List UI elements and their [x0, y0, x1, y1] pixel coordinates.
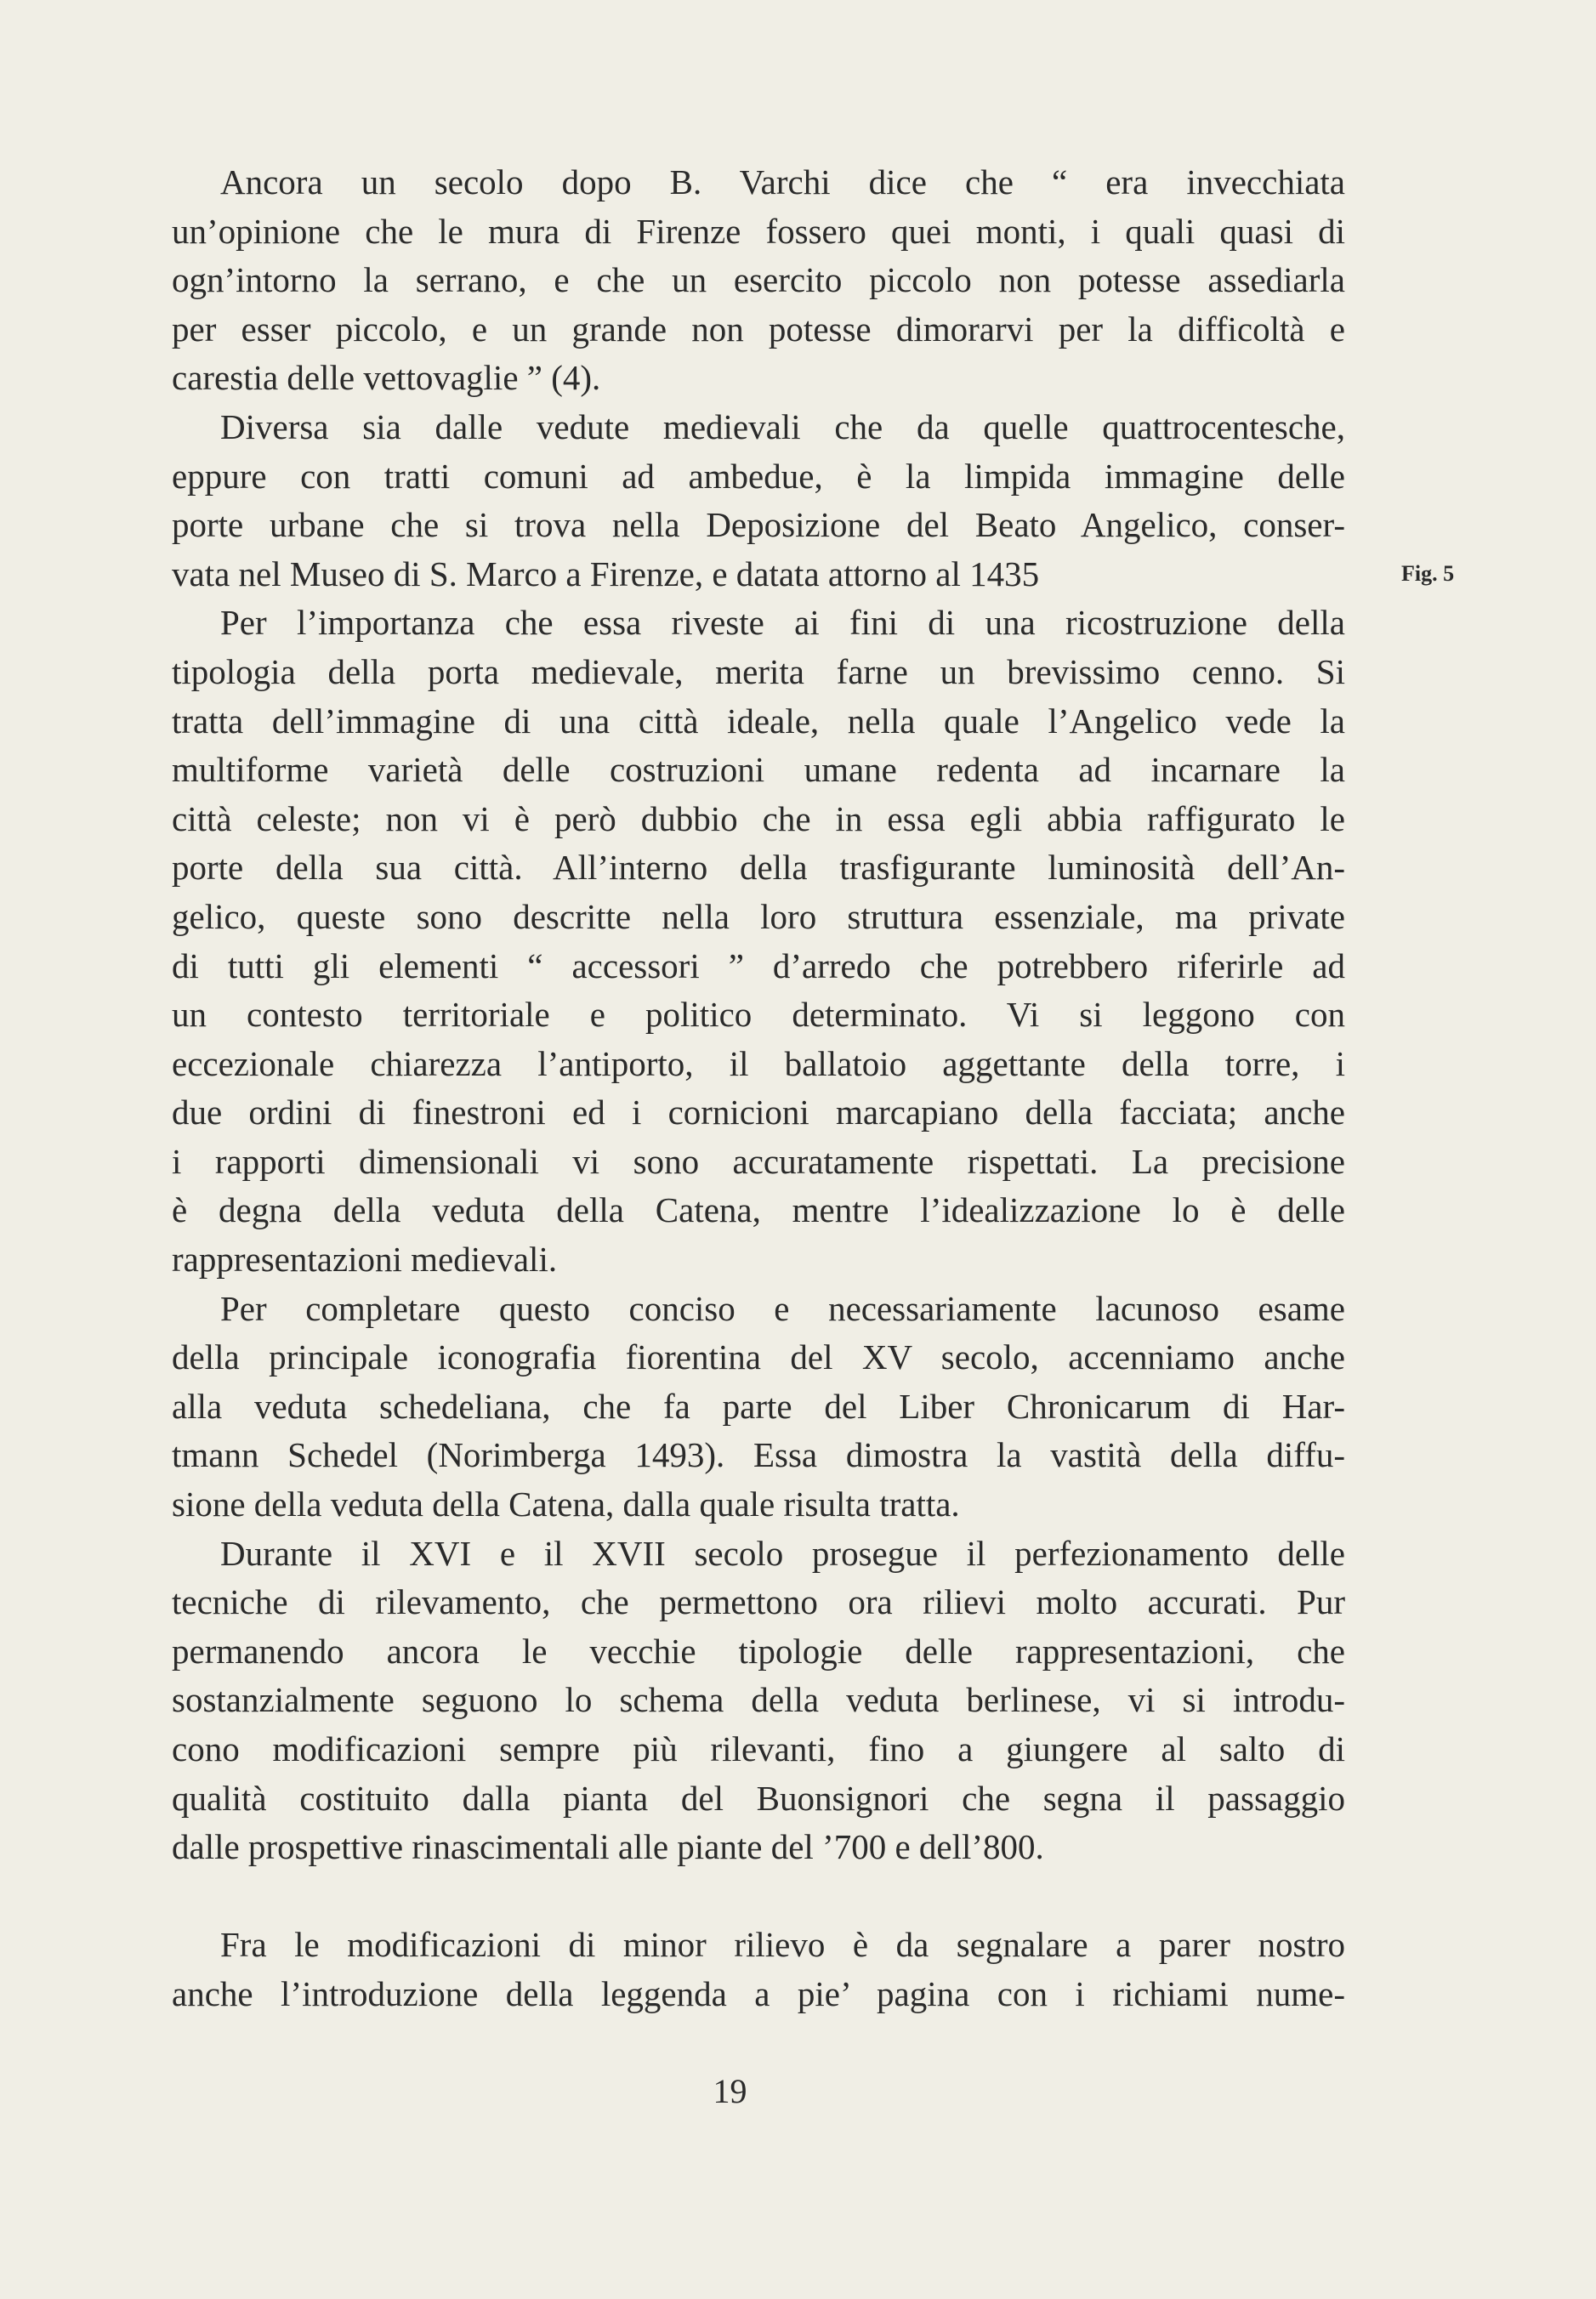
text-line: cono modificazioni sempre più rilevanti, fino a giungere al salto di [172, 1729, 1345, 1768]
text-line: città celeste; non vi è però dubbio che in essa egli abbia raffigurato le [172, 798, 1345, 838]
text-line: multiforme varietà delle costruzioni umane redenta ad incarnare la [172, 750, 1345, 790]
text-line: tmann Schedel (Norimberga 1493). Essa dimostra la vastità della diffu- [172, 1435, 1345, 1475]
text-line: carestia delle vettovaglie ” (4). [172, 358, 601, 398]
text-line: sione della veduta della Catena, dalla quale risulta tratta. [172, 1484, 960, 1524]
text-line: due ordini di finestroni ed i cornicioni marcapiano della facciata; anche [172, 1093, 1345, 1132]
text-line: dalle prospettive rinascimentali alle piante del ’700 e dell’800. [172, 1827, 1044, 1867]
text-line: un’opinione che le mura di Firenze fossero quei monti, i quali quasi di [172, 211, 1345, 251]
text-line: Diversa sia dalle vedute medievali che da quelle quattrocentesche, [220, 406, 1345, 446]
text-line: porte della sua città. All’interno della trasfigurante luminosità dell’An- [172, 848, 1345, 888]
text-line: Per completare questo conciso e necessariamente lacunoso esame [220, 1288, 1345, 1328]
body-text [172, 158, 1345, 2019]
text-line: un contesto territoriale e politico determinato. Vi si leggono con [172, 995, 1345, 1035]
paragraph [172, 599, 1345, 1284]
text-line: di tutti gli elementi “ accessori ” d’arredo che potrebbero riferirle ad [172, 945, 1345, 985]
text-line: Ancora un secolo dopo B. Varchi dice che “ era invecchiata [220, 162, 1345, 202]
text-line: anche l’introduzione della leggenda a pie’ pagina con i richiami nume- [172, 1973, 1345, 2013]
paragraph [172, 1285, 1345, 1530]
text-line: gelico, queste sono descritte nella loro struttura essenziale, ma private [172, 896, 1345, 936]
text-line: qualità costituito dalla pianta del Buonsignori che segna il passaggio [172, 1778, 1345, 1818]
text-line: della principale iconografia fiorentina del XV secolo, accenniamo anche [172, 1337, 1345, 1377]
paragraph-gap [172, 1872, 1345, 1922]
text-line: rappresentazioni medievali. [172, 1240, 558, 1280]
text-line: tratta dell’immagine di una città ideale, nella quale l’Angelico vede la [172, 701, 1345, 741]
text-line: ogn’intorno la serrano, e che un esercito piccolo non potesse assediarla [172, 260, 1345, 300]
text-line: per esser piccolo, e un grande non potesse dimorarvi per la difficoltà e [172, 309, 1345, 349]
page-number: 19 [713, 2072, 747, 2110]
text-line: sostanzialmente seguono lo schema della veduta berlinese, vi si introdu- [172, 1680, 1345, 1720]
text-line: Durante il XVI e il XVII secolo prosegue il perfezionamento delle [220, 1533, 1345, 1573]
text-line: alla veduta schedeliana, che fa parte del Liber Chronicarum di Har- [172, 1386, 1345, 1426]
text-line: vata nel Museo di S. Marco a Firenze, e datata attorno al 1435 [172, 553, 1040, 593]
text-line: eppure con tratti comuni ad ambedue, è la limpida immagine delle [172, 456, 1345, 496]
text-line: Fra le modificazioni di minor rilievo è da segnalare a parer nostro [220, 1925, 1345, 1965]
text-line: Per l’importanza che essa riveste ai fini di una ricostruzione della [220, 603, 1345, 643]
text-line: permanendo ancora le vecchie tipologie delle rappresentazioni, che [172, 1631, 1345, 1671]
margin-figure-reference: Fig. 5 [1401, 561, 1455, 586]
text-line: porte urbane che si trova nella Deposizione del Beato Angelico, conser- [172, 505, 1345, 545]
text-line: è degna della veduta della Catena, mentre l’idealizzazione lo è delle [172, 1190, 1345, 1230]
paragraph [172, 158, 1345, 403]
text-line: eccezionale chiarezza l’antiporto, il ballatoio aggettante della torre, i [172, 1043, 1345, 1083]
text-line: tecniche di rilevamento, che permettono ora rilievi molto accurati. Pur [172, 1582, 1345, 1622]
text-line: i rapporti dimensionali vi sono accuratamente rispettati. La precisione [172, 1141, 1345, 1181]
text-line: tipologia della porta medievale, merita farne un brevissimo cenno. Si [172, 651, 1345, 691]
paragraph [172, 1921, 1345, 2018]
paragraph [172, 1530, 1345, 1872]
paragraph [172, 403, 1345, 599]
